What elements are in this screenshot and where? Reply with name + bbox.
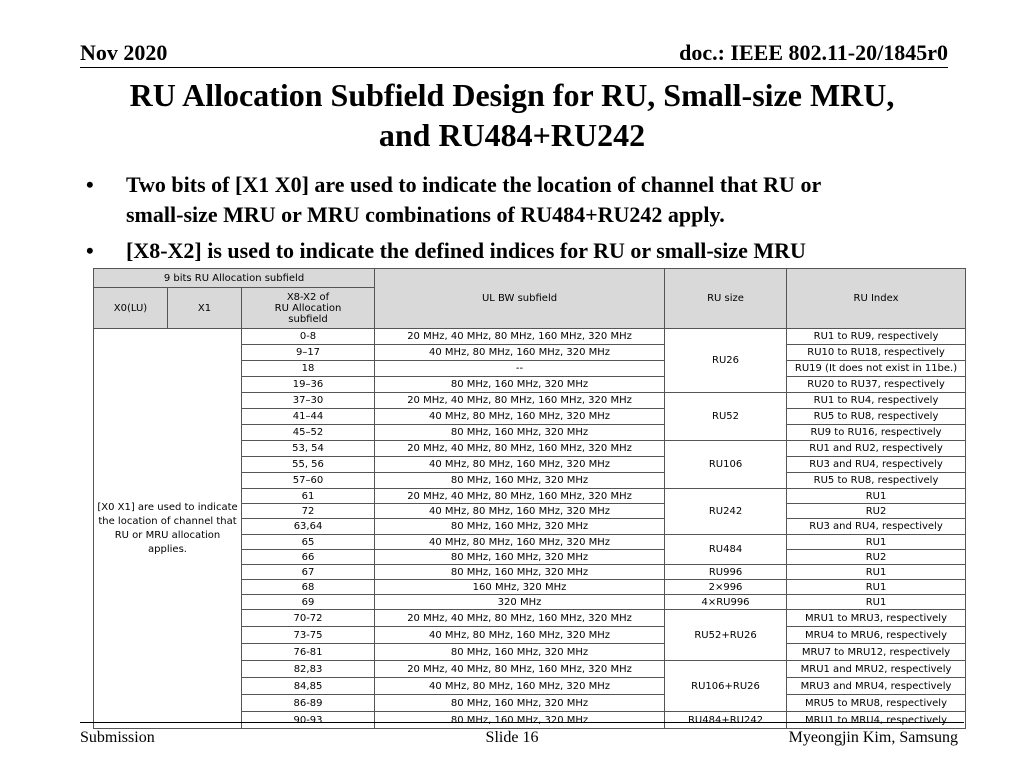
- bullet-marker: •: [86, 238, 94, 263]
- header-x1: X1: [168, 288, 242, 329]
- cell-ul-bw: 40 MHz, 80 MHz, 160 MHz, 320 MHz: [375, 504, 665, 519]
- cell-ru-index: RU1: [787, 565, 966, 580]
- cell-ul-bw: 80 MHz, 160 MHz, 320 MHz: [375, 565, 665, 580]
- cell-ru-index: MRU3 and MRU4, respectively: [787, 678, 966, 695]
- bullet-marker: •: [86, 172, 94, 197]
- header-x8x2-line: X8-X2 of: [286, 291, 330, 303]
- cell-ru-index: MRU5 to MRU8, respectively: [787, 695, 966, 712]
- group-header: 9 bits RU Allocation subfield: [94, 269, 375, 288]
- cell-ru-size: RU996: [665, 565, 787, 580]
- cell-ru-size: RU484+RU242: [665, 712, 787, 729]
- location-note: [X0 X1] are used to indicate the location of channel that RU or MRU allocation applies.: [94, 329, 242, 729]
- cell-x8x2: 82,83: [242, 661, 375, 678]
- cell-x8x2: 73-75: [242, 627, 375, 644]
- header-x8x2-line: RU Allocation: [274, 302, 342, 314]
- header-date: Nov 2020: [80, 40, 168, 65]
- cell-x8x2: 68: [242, 580, 375, 595]
- cell-ru-index: RU3 and RU4, respectively: [787, 457, 966, 473]
- cell-x8x2: 37–30: [242, 393, 375, 409]
- cell-ul-bw: 40 MHz, 80 MHz, 160 MHz, 320 MHz: [375, 457, 665, 473]
- cell-ul-bw: 80 MHz, 160 MHz, 320 MHz: [375, 473, 665, 489]
- cell-ru-size: RU106: [665, 441, 787, 489]
- cell-ru-index: RU1: [787, 489, 966, 504]
- cell-ru-index: MRU1 to MRU3, respectively: [787, 610, 966, 627]
- cell-x8x2: 18: [242, 361, 375, 377]
- cell-ul-bw: 320 MHz: [375, 595, 665, 610]
- header-divider: [80, 67, 948, 68]
- cell-ru-index: RU1: [787, 595, 966, 610]
- cell-ru-size: RU242: [665, 489, 787, 535]
- cell-ul-bw: 20 MHz, 40 MHz, 80 MHz, 160 MHz, 320 MHz: [375, 441, 665, 457]
- cell-ul-bw: 40 MHz, 80 MHz, 160 MHz, 320 MHz: [375, 345, 665, 361]
- header-ul-bw: UL BW subfield: [375, 269, 665, 329]
- cell-ul-bw: 20 MHz, 40 MHz, 80 MHz, 160 MHz, 320 MHz: [375, 393, 665, 409]
- cell-x8x2: 61: [242, 489, 375, 504]
- ru-allocation-table: [93, 268, 966, 729]
- cell-ul-bw: 80 MHz, 160 MHz, 320 MHz: [375, 377, 665, 393]
- cell-x8x2: 9–17: [242, 345, 375, 361]
- cell-x8x2: 69: [242, 595, 375, 610]
- cell-x8x2: 70-72: [242, 610, 375, 627]
- cell-ul-bw: 40 MHz, 80 MHz, 160 MHz, 320 MHz: [375, 409, 665, 425]
- cell-ru-index: RU2: [787, 550, 966, 565]
- header-doc-id: doc.: IEEE 802.11-20/1845r0: [679, 40, 948, 65]
- cell-x8x2: 0-8: [242, 329, 375, 345]
- cell-ru-size: RU26: [665, 329, 787, 393]
- cell-ru-index: RU3 and RU4, respectively: [787, 519, 966, 535]
- cell-ul-bw: 20 MHz, 40 MHz, 80 MHz, 160 MHz, 320 MHz: [375, 329, 665, 345]
- header-x0: X0(LU): [94, 288, 168, 329]
- cell-ru-index: RU1: [787, 580, 966, 595]
- cell-ul-bw: 20 MHz, 40 MHz, 80 MHz, 160 MHz, 320 MHz: [375, 489, 665, 504]
- footer-divider: [80, 722, 964, 723]
- cell-x8x2: 55, 56: [242, 457, 375, 473]
- cell-ul-bw: 80 MHz, 160 MHz, 320 MHz: [375, 695, 665, 712]
- cell-ru-index: MRU7 to MRU12, respectively: [787, 644, 966, 661]
- cell-x8x2: 72: [242, 504, 375, 519]
- header-ru-size: RU size: [665, 269, 787, 329]
- bullet-1-line-1: Two bits of [X1 X0] are used to indicate the location of channel that RU or: [126, 172, 822, 197]
- cell-x8x2: 57–60: [242, 473, 375, 489]
- cell-ru-index: RU5 to RU8, respectively: [787, 473, 966, 489]
- cell-ul-bw: 80 MHz, 160 MHz, 320 MHz: [375, 425, 665, 441]
- cell-ru-index: RU2: [787, 504, 966, 519]
- header-x8x2: [242, 288, 375, 329]
- cell-ru-index: RU1: [787, 535, 966, 550]
- cell-x8x2: 45–52: [242, 425, 375, 441]
- cell-ru-size: 4×RU996: [665, 595, 787, 610]
- cell-ul-bw: 80 MHz, 160 MHz, 320 MHz: [375, 644, 665, 661]
- cell-ru-size: RU484: [665, 535, 787, 565]
- cell-ul-bw: 80 MHz, 160 MHz, 320 MHz: [375, 712, 665, 729]
- cell-ul-bw: 160 MHz, 320 MHz: [375, 580, 665, 595]
- title-line-1: RU Allocation Subfield Design for RU, Small-size MRU,: [129, 77, 895, 113]
- cell-ul-bw: 40 MHz, 80 MHz, 160 MHz, 320 MHz: [375, 535, 665, 550]
- header-x8x2-line: subfield: [288, 313, 328, 325]
- cell-x8x2: 41–44: [242, 409, 375, 425]
- bullet-1: [86, 170, 966, 230]
- cell-x8x2: 86-89: [242, 695, 375, 712]
- cell-ru-index: MRU1 and MRU2, respectively: [787, 661, 966, 678]
- cell-x8x2: 76-81: [242, 644, 375, 661]
- cell-x8x2: 65: [242, 535, 375, 550]
- title-line-2: and RU484+RU242: [378, 117, 646, 153]
- cell-ru-index: MRU4 to MRU6, respectively: [787, 627, 966, 644]
- header-ru-index: RU Index: [787, 269, 966, 329]
- cell-ul-bw: 80 MHz, 160 MHz, 320 MHz: [375, 550, 665, 565]
- bullet-2-line-1: [X8-X2] is used to indicate the defined indices for RU or small-size MRU: [126, 238, 806, 263]
- cell-ul-bw: 20 MHz, 40 MHz, 80 MHz, 160 MHz, 320 MHz: [375, 661, 665, 678]
- cell-x8x2: 53, 54: [242, 441, 375, 457]
- cell-x8x2: 66: [242, 550, 375, 565]
- cell-ru-index: RU1 to RU9, respectively: [787, 329, 966, 345]
- cell-ul-bw: --: [375, 361, 665, 377]
- footer-submission: Submission: [80, 729, 155, 746]
- cell-ul-bw: 20 MHz, 40 MHz, 80 MHz, 160 MHz, 320 MHz: [375, 610, 665, 627]
- cell-ru-size: RU106+RU26: [665, 661, 787, 712]
- cell-ru-index: RU20 to RU37, respectively: [787, 377, 966, 393]
- footer-author: Myeongjin Kim, Samsung: [788, 729, 958, 746]
- cell-x8x2: 19–36: [242, 377, 375, 393]
- bullet-2: [86, 236, 966, 266]
- cell-ru-index: RU1 to RU4, respectively: [787, 393, 966, 409]
- cell-ru-index: RU1 and RU2, respectively: [787, 441, 966, 457]
- cell-ru-index: MRU1 to MRU4, respectively: [787, 712, 966, 729]
- cell-ul-bw: 40 MHz, 80 MHz, 160 MHz, 320 MHz: [375, 678, 665, 695]
- cell-ru-size: RU52+RU26: [665, 610, 787, 661]
- cell-ru-size: RU52: [665, 393, 787, 441]
- cell-ru-index: RU10 to RU18, respectively: [787, 345, 966, 361]
- bullet-1-line-2: small-size MRU or MRU combinations of RU484+RU242 apply.: [126, 202, 725, 227]
- cell-ru-index: RU5 to RU8, respectively: [787, 409, 966, 425]
- cell-x8x2: 63,64: [242, 519, 375, 535]
- cell-ul-bw: 40 MHz, 80 MHz, 160 MHz, 320 MHz: [375, 627, 665, 644]
- cell-ru-index: RU19 (It does not exist in 11be.): [787, 361, 966, 377]
- footer-slide-number: Slide 16: [485, 729, 539, 746]
- cell-x8x2: 67: [242, 565, 375, 580]
- cell-ru-index: RU9 to RU16, respectively: [787, 425, 966, 441]
- slide-title: [60, 75, 964, 155]
- cell-x8x2: 84,85: [242, 678, 375, 695]
- cell-ru-size: 2×996: [665, 580, 787, 595]
- cell-ul-bw: 80 MHz, 160 MHz, 320 MHz: [375, 519, 665, 535]
- cell-x8x2: 90-93: [242, 712, 375, 729]
